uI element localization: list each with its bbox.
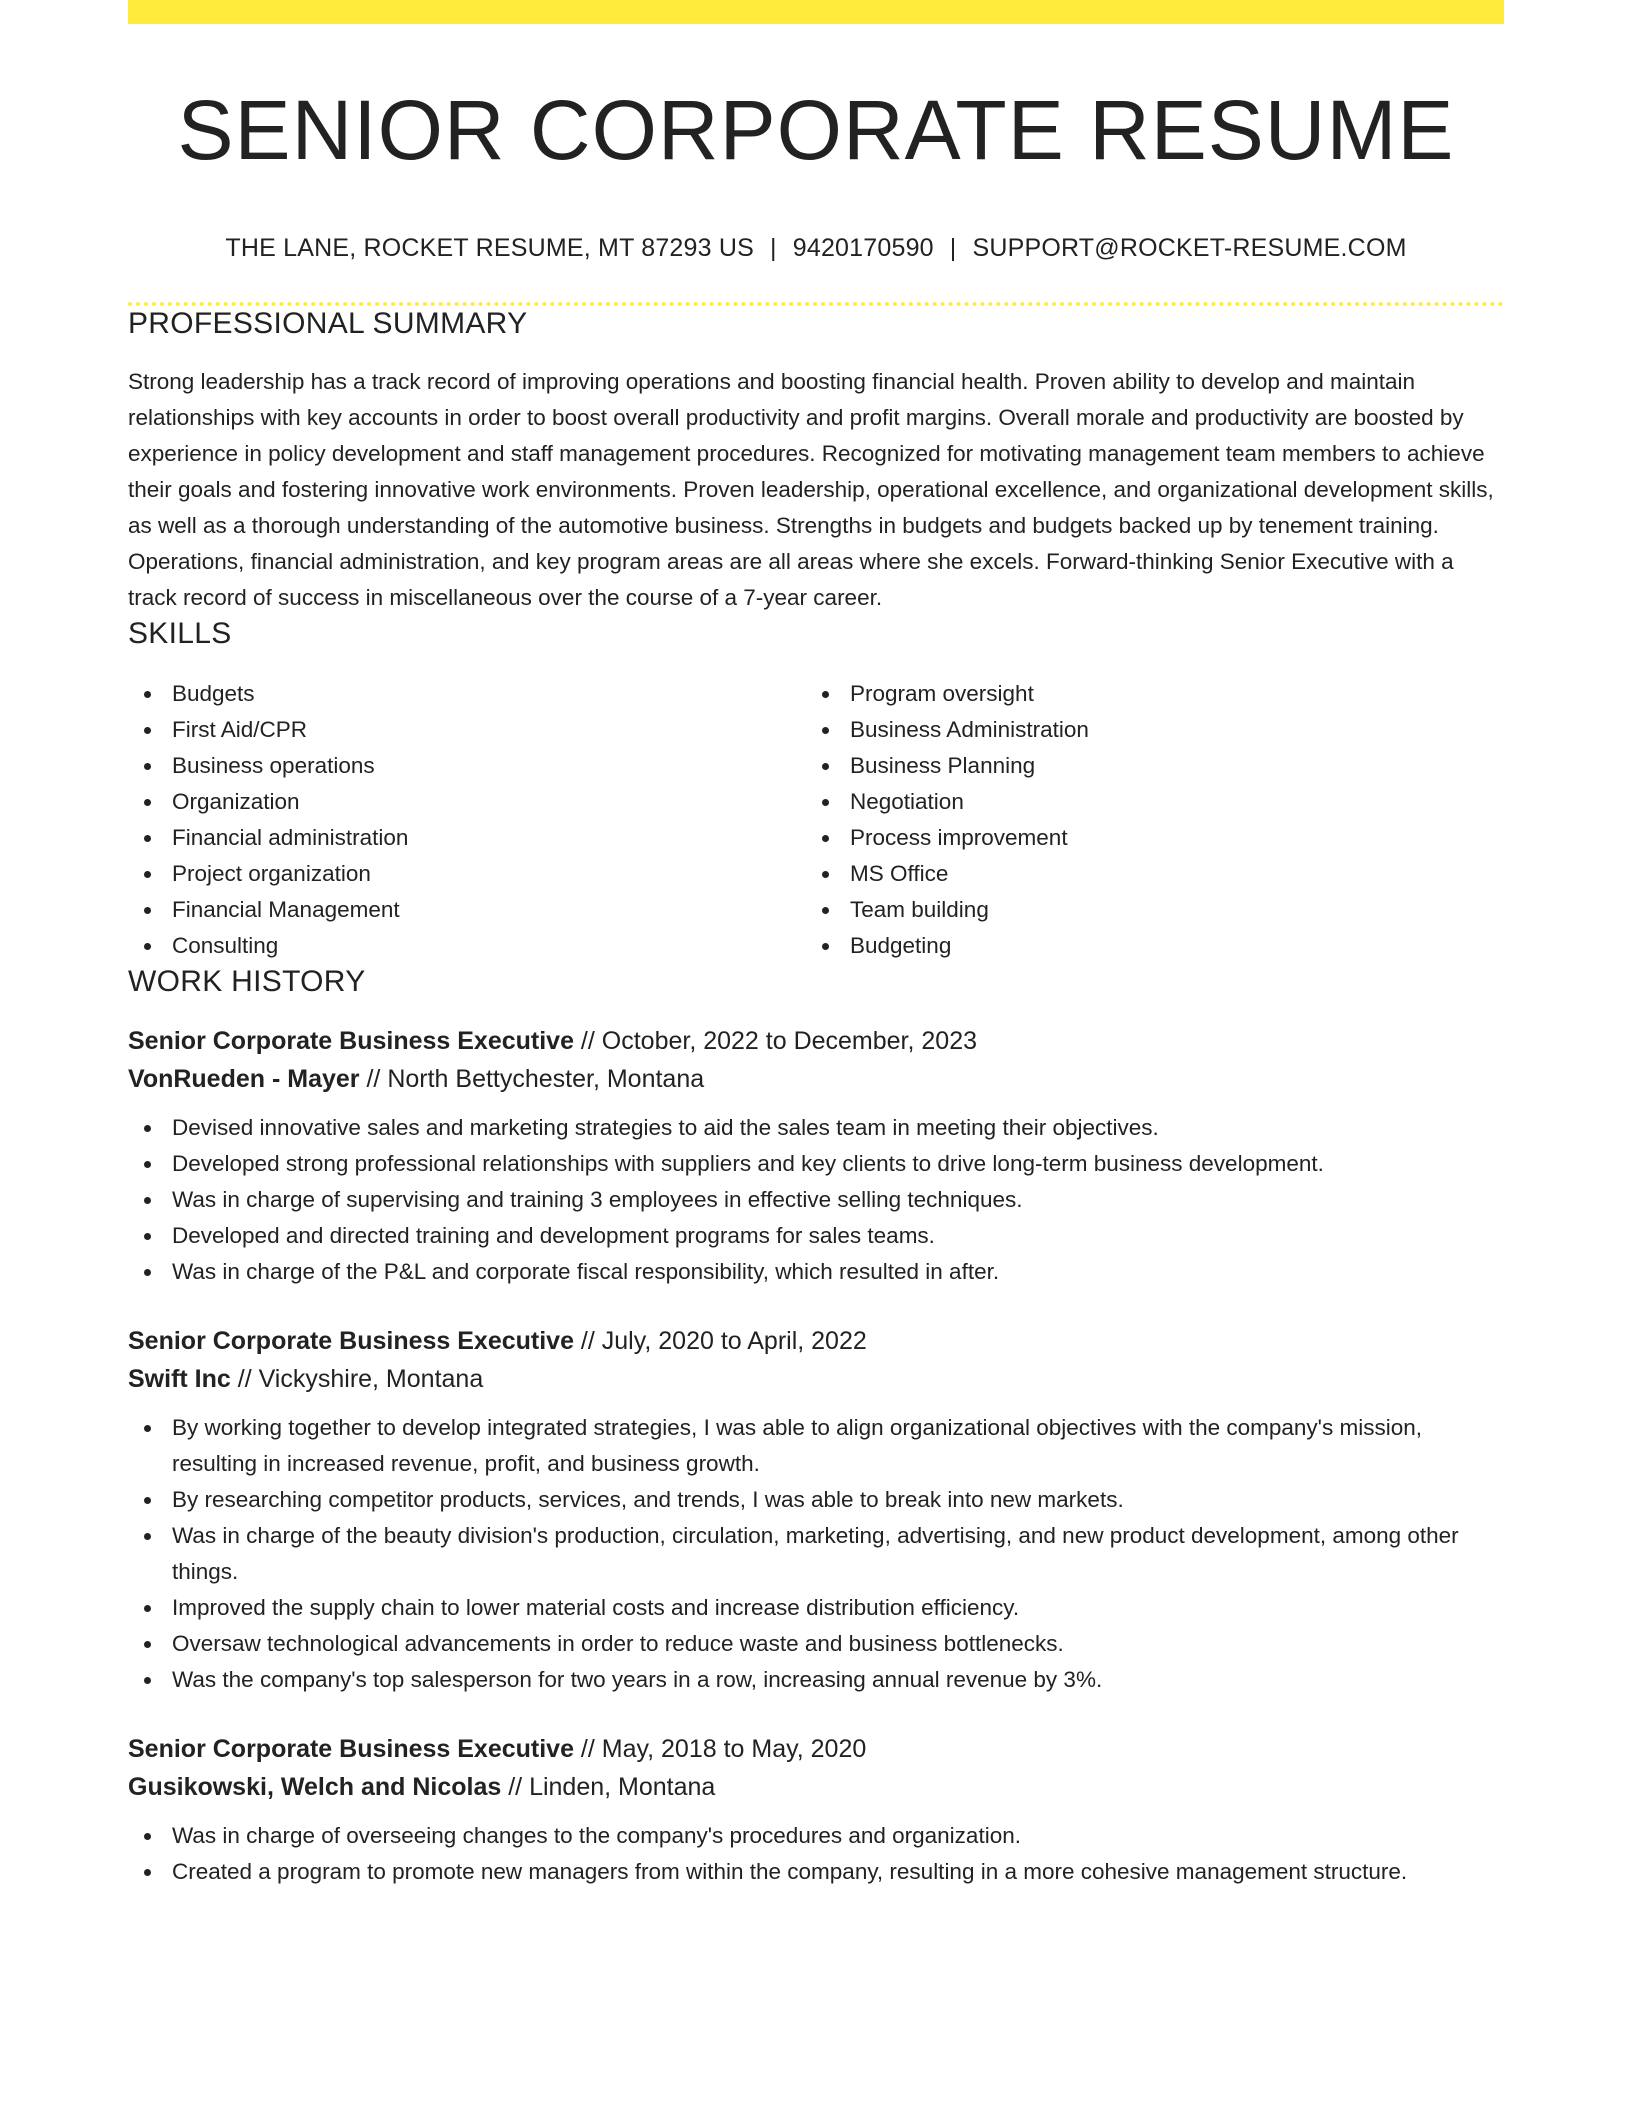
skill-item: Negotiation [806,784,1484,820]
skills-left-column [128,676,806,964]
job-role-line [128,1322,1504,1360]
skills-heading: SKILLS [128,617,232,650]
skill-item: Budgeting [806,928,1484,964]
skill-item: Financial Management [128,892,806,928]
contact-address: THE LANE, ROCKET RESUME, MT 87293 US [225,234,755,262]
skill-item: Business Planning [806,748,1484,784]
job-bullet: Created a program to promote new managers from within the company, resulting in a more cohesive management structure. [128,1854,1504,1890]
job-bullet: Was in charge of the P&L and corporate fiscal responsibility, which resulted in after. [128,1254,1504,1290]
job-entry [128,1022,1504,1290]
job-bullet: Was the company's top salesperson for two years in a row, increasing annual revenue by 3%. [128,1662,1504,1698]
skill-item: Project organization [128,856,806,892]
contact-separator: | [770,234,777,262]
job-bullets [128,1818,1504,1890]
job-bullet: Was in charge of the beauty division's production, circulation, marketing, advertising, and new product development, among other things. [128,1518,1504,1590]
job-role-line [128,1730,1504,1768]
job-bullet: By working together to develop integrated strategies, I was able to align organizational objectives with the company's mission, resulting in increased revenue, profit, and business growth. [128,1410,1504,1482]
job-bullet: Was in charge of supervising and training 3 employees in effective selling techniques. [128,1182,1504,1218]
job-company: VonRueden - Mayer [128,1065,360,1093]
contact-email: SUPPORT@ROCKET-RESUME.COM [972,234,1407,262]
resume-page [128,0,1504,1890]
job-dates: // October, 2022 to December, 2023 [573,1027,978,1055]
job-bullet: Oversaw technological advancements in order to reduce waste and business bottlenecks. [128,1626,1504,1662]
job-location: // North Bettychester, Montana [359,1065,705,1093]
summary-text: Strong leadership has a track record of improving operations and boosting financial health. Proven ability to develop and maintain relationships with key accounts in order to boost overall productivity and profit margins. Overall morale and productivity are boosted by experience in policy development and staff management procedures. Recognized for motivating management team members to achieve their goals and fostering innovative work environments. Proven leadership, operational excellence, and organizational development skills, as well as a thorough understanding of the automotive business. Strengths in budgets and budgets backed up by tenement training. Operations, financial administration, and key program areas are all areas where she excels. Forward-thinking Senior Executive with a track record of success in miscellaneous over the course of a 7-year career. [128,369,1494,610]
job-location: // Linden, Montana [501,1773,716,1801]
contact-phone: 9420170590 [792,234,934,262]
job-company-line [128,1360,1504,1398]
job-company: Swift Inc [128,1365,231,1393]
resume-title: SENIOR CORPORATE RESUME [177,83,1455,177]
skill-item: Program oversight [806,676,1484,712]
job-bullet: Developed and directed training and development programs for sales teams. [128,1218,1504,1254]
job-role-line [128,1022,1504,1060]
job-bullet: Improved the supply chain to lower material costs and increase distribution efficiency. [128,1590,1504,1626]
skill-item: First Aid/CPR [128,712,806,748]
skill-item: MS Office [806,856,1484,892]
skill-item: Process improvement [806,820,1484,856]
job-bullet: By researching competitor products, services, and trends, I was able to break into new markets. [128,1482,1504,1518]
skill-item: Organization [128,784,806,820]
job-dates: // July, 2020 to April, 2022 [573,1327,867,1355]
work-history-heading: WORK HISTORY [128,965,366,998]
skill-item: Team building [806,892,1484,928]
summary-heading: PROFESSIONAL SUMMARY [128,307,528,340]
job-dates: // May, 2018 to May, 2020 [573,1735,867,1763]
job-bullets [128,1110,1504,1290]
job-bullets [128,1410,1504,1698]
skill-item: Consulting [128,928,806,964]
job-location: // Vickyshire, Montana [230,1365,484,1393]
job-bullet: Developed strong professional relationships with suppliers and key clients to drive long-term business development. [128,1146,1504,1182]
job-company: Gusikowski, Welch and Nicolas [128,1773,502,1801]
skills-grid [128,676,1504,964]
contact-separator: | [949,234,957,262]
job-entry [128,1730,1504,1890]
skill-item: Financial administration [128,820,806,856]
job-company-line [128,1060,1504,1098]
skill-item: Business operations [128,748,806,784]
contact-line [128,232,1504,264]
job-role: Senior Corporate Business Executive [128,1735,574,1763]
job-role: Senior Corporate Business Executive [128,1327,574,1355]
job-company-line [128,1768,1504,1806]
job-bullet: Devised innovative sales and marketing strategies to aid the sales team in meeting their objectives. [128,1110,1504,1146]
job-entry [128,1322,1504,1698]
skills-right-column [806,676,1484,964]
job-bullet: Was in charge of overseeing changes to the company's procedures and organization. [128,1818,1504,1854]
skill-item: Budgets [128,676,806,712]
job-role: Senior Corporate Business Executive [128,1027,574,1055]
skill-item: Business Administration [806,712,1484,748]
